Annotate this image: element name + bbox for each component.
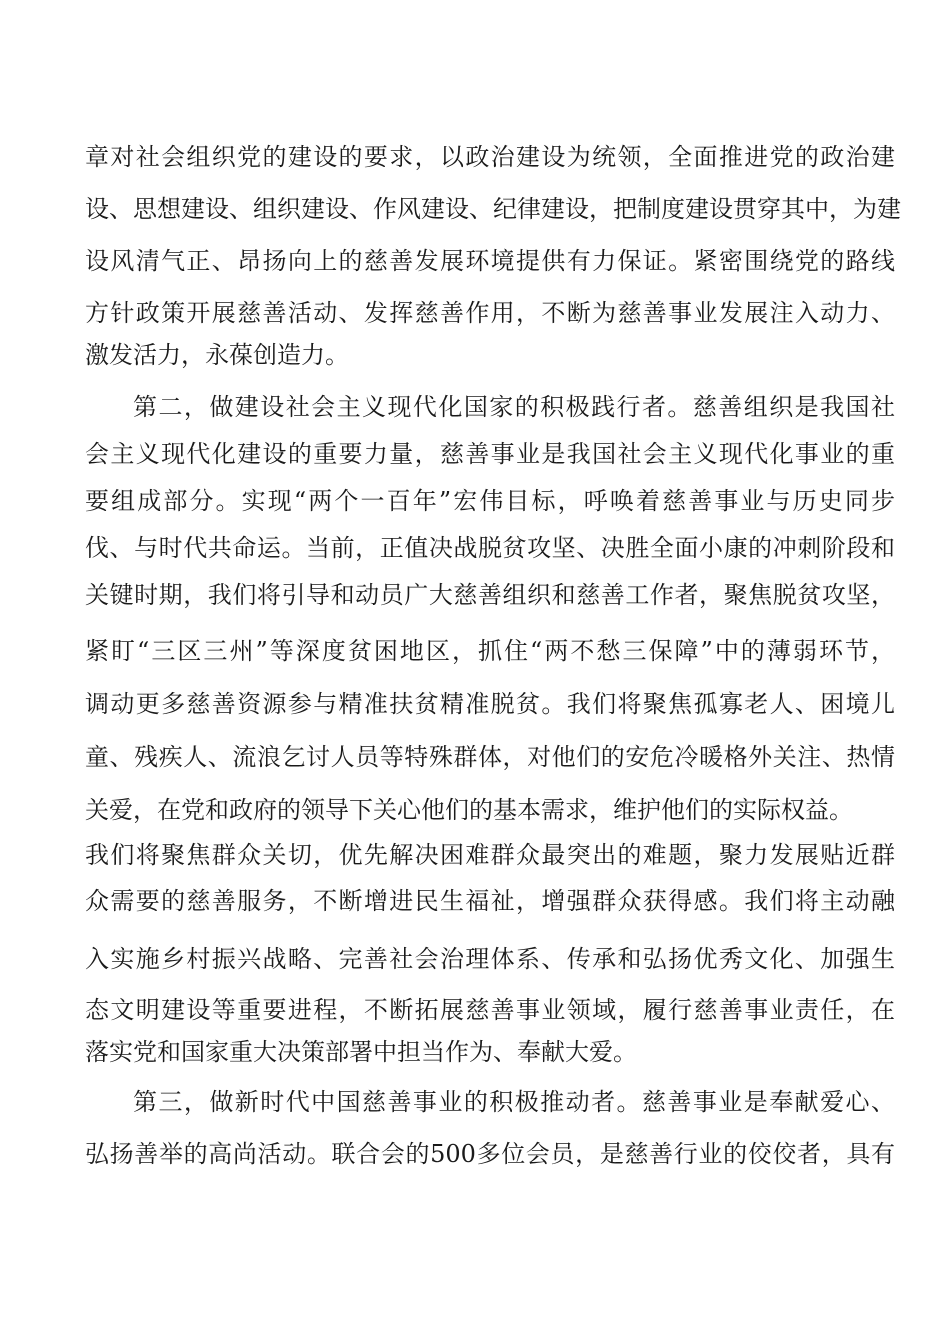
text-line: 方针政策开展慈善活动、发挥慈善作用，不断为慈善事业发展注入动力、 — [85, 299, 895, 327]
text-line: 设、思想建设、组织建设、作风建设、纪律建设，把制度建设贯穿其中，为建 — [85, 195, 901, 223]
text-line: 紧盯“三区三州”等深度贫困地区，抓住“两不愁三保障”中的薄弱环节， — [85, 637, 895, 665]
text-line: 章对社会组织党的建设的要求，以政治建设为统领，全面推进党的政治建 — [85, 143, 895, 171]
text-line: 调动更多慈善资源参与精准扶贫精准脱贫。我们将聚焦孤寡老人、困境儿 — [85, 690, 895, 718]
paragraph-start-line: 第三，做新时代中国慈善事业的积极推动者。慈善事业是奉献爱心、 — [133, 1088, 895, 1116]
text-line: 童、残疾人、流浪乞讨人员等特殊群体，对他们的安危冷暖格外关注、热情 — [85, 743, 895, 771]
text-line: 众需要的慈善服务，不断增进民生福祉，增强群众获得感。我们将主动融 — [85, 887, 895, 915]
text-line: 要组成部分。实现“两个一百年”宏伟目标，呼唤着慈善事业与历史同步 — [85, 487, 895, 515]
paragraph-start-line: 第二，做建设社会主义现代化国家的积极践行者。慈善组织是我国社 — [133, 393, 895, 421]
text-line: 弘扬善举的高尚活动。联合会的500多位会员，是慈善行业的佼佼者，具有 — [85, 1140, 895, 1168]
text-line: 设风清气正、昂扬向上的慈善发展环境提供有力保证。紧密围绕党的路线 — [85, 247, 895, 275]
text-line: 落实党和国家重大决策部署中担当作为、奉献大爱。 — [85, 1038, 637, 1066]
text-line: 入实施乡村振兴战略、完善社会治理体系、传承和弘扬优秀文化、加强生 — [85, 945, 895, 973]
text-line: 会主义现代化建设的重要力量，慈善事业是我国社会主义现代化事业的重 — [85, 440, 895, 468]
text-line: 我们将聚焦群众关切，优先解决困难群众最突出的难题，聚力发展贴近群 — [85, 841, 895, 869]
text-line: 激发活力，永葆创造力。 — [85, 341, 349, 369]
text-line: 关爱，在党和政府的领导下关心他们的基本需求，维护他们的实际权益。 — [85, 796, 853, 824]
text-line: 态文明建设等重要进程，不断拓展慈善事业领域，履行慈善事业责任，在 — [85, 996, 895, 1024]
text-line: 伐、与时代共命运。当前，正值决战脱贫攻坚、决胜全面小康的冲刺阶段和 — [85, 534, 895, 562]
text-line: 关键时期，我们将引导和动员广大慈善组织和慈善工作者，聚焦脱贫攻坚， — [85, 581, 895, 609]
